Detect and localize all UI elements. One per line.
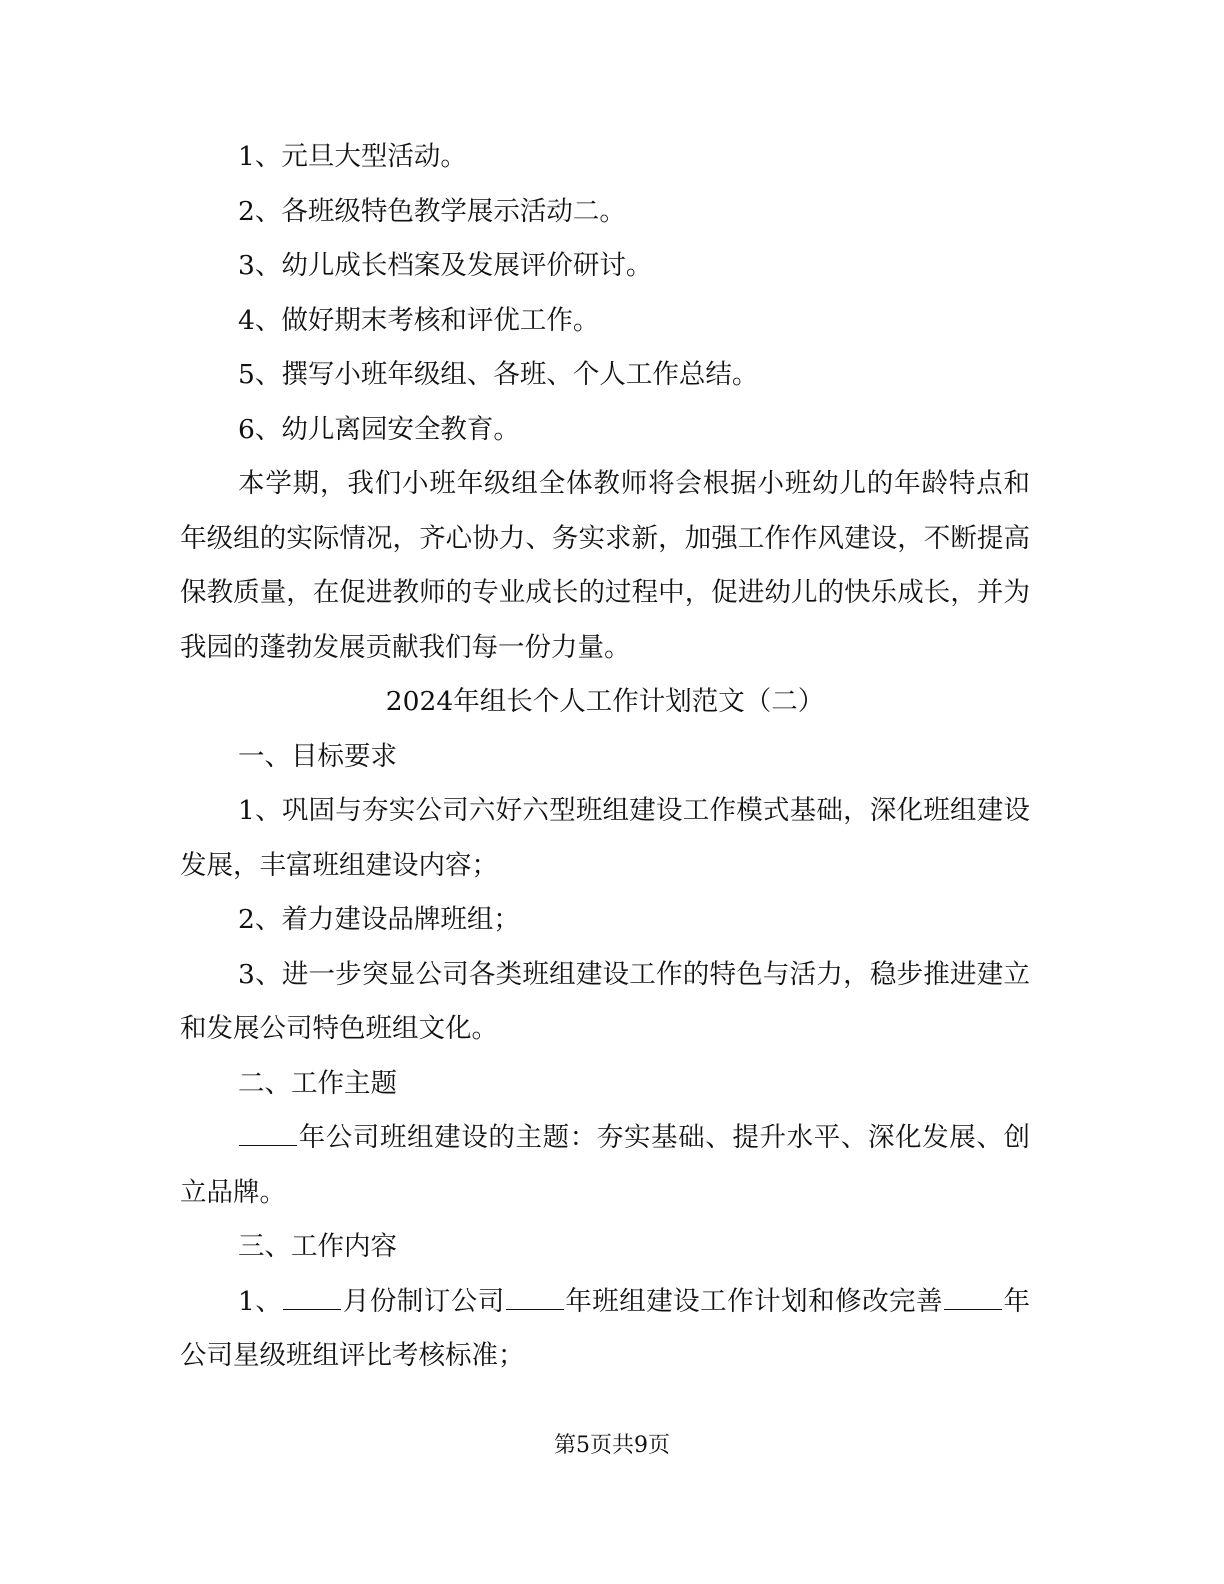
goals-heading: 一、目标要求 [238,740,397,772]
goals-item-1: 1、巩固与夯实公司六好六型班组建设工作模式基础，深化班组建设发展，丰富班组建设内容； [180,795,1030,881]
list-item: 4、做好期末考核和评优工作。 [238,304,600,336]
section-title: 2024年组长个人工作计划范文（二） [385,686,825,717]
blank-underline [944,1308,1002,1310]
list-item: 2、各班级特色教学展示活动二。 [238,195,626,227]
list-item: 5、撰写小班年级组、各班、个人工作总结。 [238,359,759,390]
summary-paragraph: 本学期，我们小班年级组全体教师将会根据小班幼儿的年龄特点和年级组的实际情况，齐心协力、务实求新，加强工作作风建设，不断提高保教质量，在促进教师的专业成长的过程中，促进幼儿的快乐成长，并为我园的蓬勃发展贡献我们每一份力量。 [180,468,1030,663]
theme-heading: 二、工作主题 [238,1067,397,1099]
content-item-1-part2: 年班组建设工作计划和修改完善 [564,1285,944,1317]
content-heading: 三、工作内容 [238,1231,397,1262]
blank-underline [239,1144,297,1146]
content-item-1-part3: 年公司星级班组评比考核标准； [180,1285,1031,1371]
goals-item-2: 2、着力建设品牌班组； [238,904,520,935]
list-item: 3、幼儿成长档案及发展评价研讨。 [238,250,653,281]
list-item: 6、幼儿离园安全教育。 [238,413,520,445]
content-item-1-part1: 月份制订公司 [342,1285,505,1317]
document-body [180,130,1030,1384]
blank-underline [283,1308,341,1310]
theme-text: 年公司班组建设的主题：夯实基础、提升水平、深化发展、创立品牌。 [180,1122,1030,1208]
page-footer: 第5页共9页 [554,1433,670,1458]
theme-paragraph [180,1111,1030,1220]
goals-item-3: 3、进一步突显公司各类班组建设工作的特色与活力，稳步推进建立和发展公司特色班组文化。 [180,958,1030,1044]
list-item: 1、元旦大型活动。 [238,141,467,172]
blank-underline [506,1308,564,1310]
content-item-1-prefix: 1、 [238,1285,283,1317]
content-item-1 [180,1275,1030,1384]
